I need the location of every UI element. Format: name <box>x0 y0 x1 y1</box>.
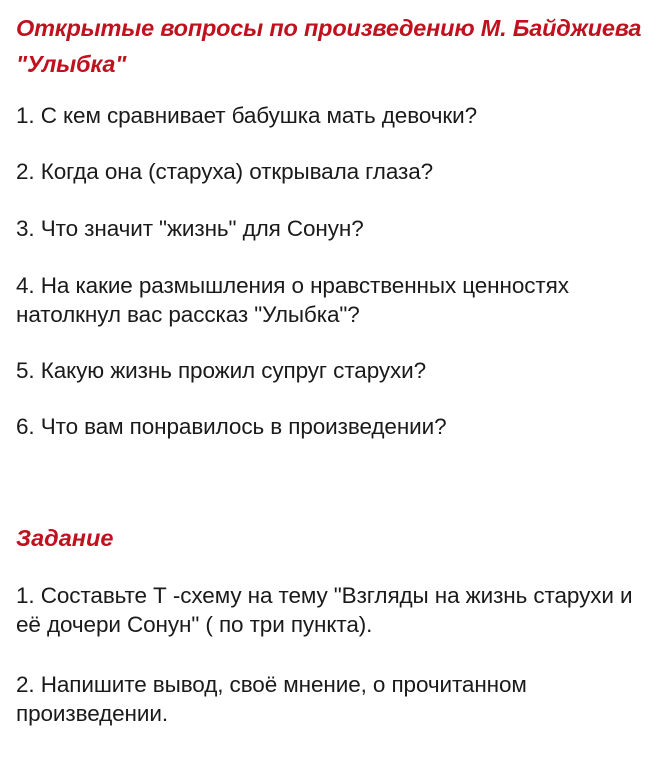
task-heading: Задание <box>16 525 114 551</box>
task-item <box>16 670 656 728</box>
question-item <box>16 412 656 441</box>
question-number: 3. <box>16 216 35 241</box>
document-title: Открытые вопросы по произведению М. Байджиева "Улыбка" <box>16 15 642 77</box>
question-text: На какие размышления о нравственных ценностях натолкнул вас рассказ "Улыбка"? <box>16 273 569 327</box>
question-number: 6. <box>16 414 35 439</box>
question-item <box>16 356 656 385</box>
question-text: Что вам понравилось в произведении? <box>40 414 447 439</box>
task-text: Напишите вывод, своё мнение, о прочитанном произведении. <box>16 672 527 726</box>
task-item <box>16 581 656 639</box>
question-number: 5. <box>16 358 35 383</box>
question-number: 4. <box>16 273 35 298</box>
task-text: Составьте Т -схему на тему "Взгляды на жизнь старухи и её дочери Сонун" ( по три пункта). <box>16 583 633 637</box>
question-text: Какую жизнь прожил супруг старухи? <box>40 358 427 383</box>
question-item <box>16 271 656 329</box>
question-item <box>16 214 656 243</box>
question-text: Что значит "жизнь" для Сонун? <box>40 216 364 241</box>
question-text: Когда она (старуха) открывала глаза? <box>40 159 434 184</box>
task-number: 1. <box>16 583 35 608</box>
document <box>16 10 656 728</box>
question-number: 1. <box>16 103 35 128</box>
task-number: 2. <box>16 672 35 697</box>
question-number: 2. <box>16 159 35 184</box>
question-item <box>16 157 656 186</box>
question-text: С кем сравнивает бабушка мать девочки? <box>40 103 477 128</box>
question-item <box>16 101 656 130</box>
